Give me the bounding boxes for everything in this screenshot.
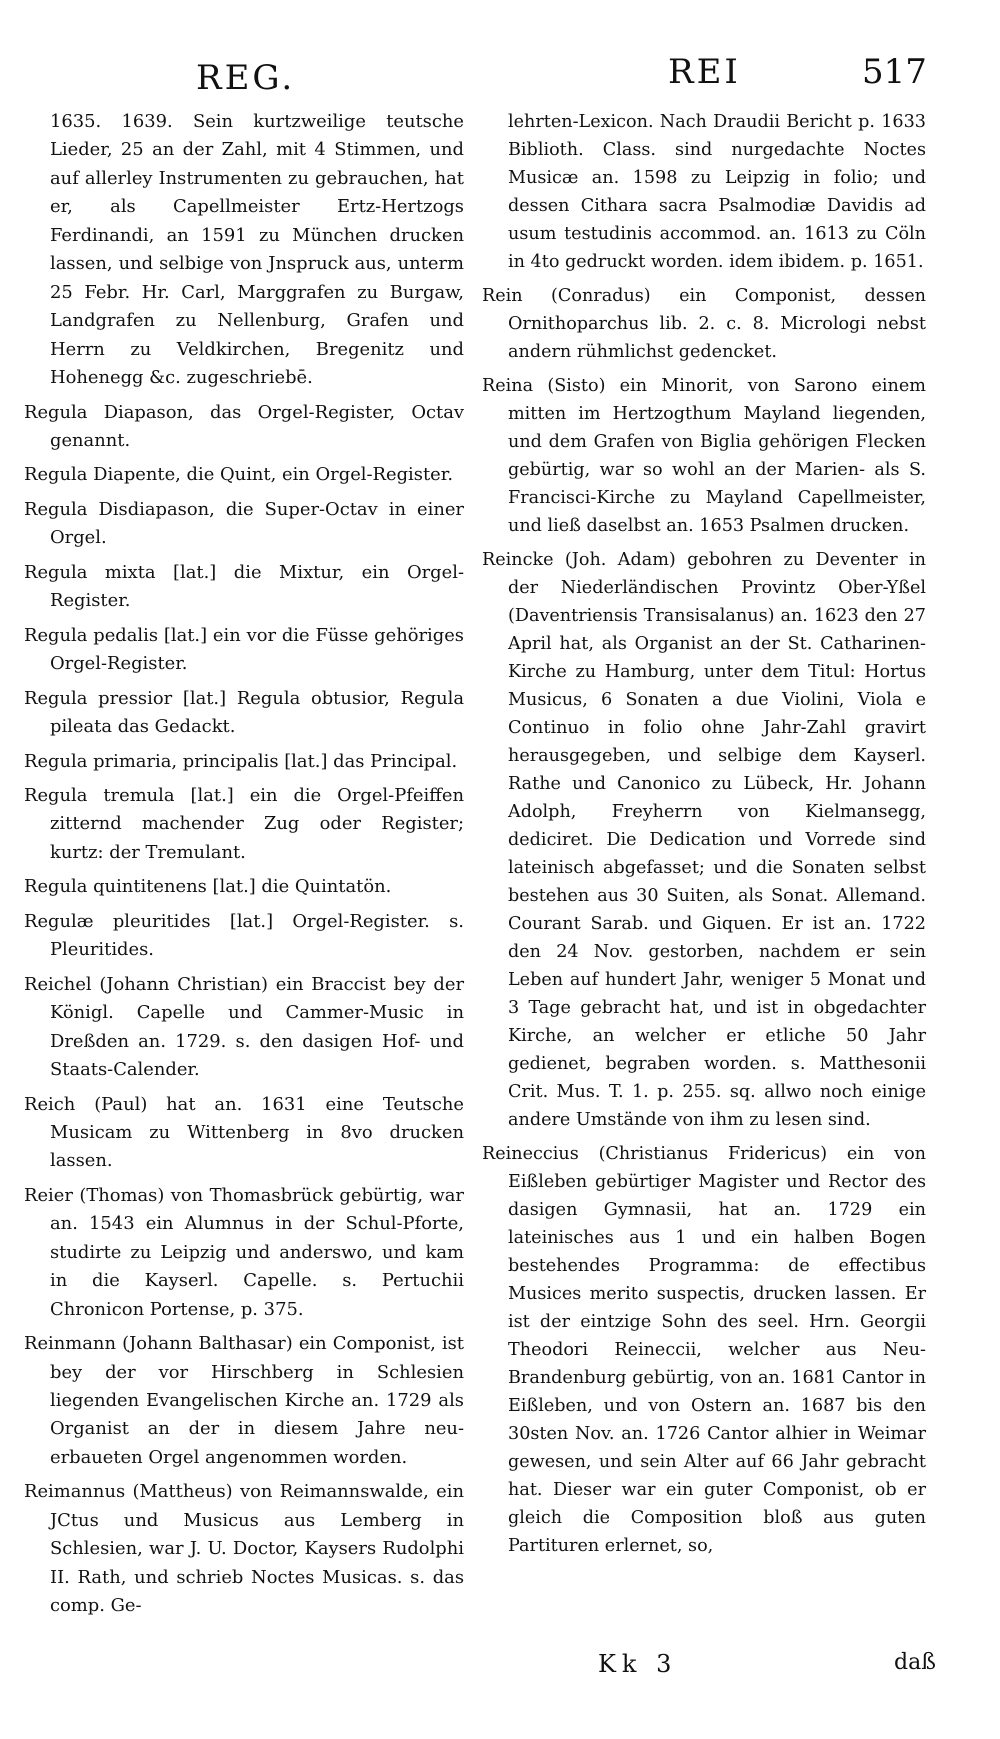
dictionary-entry: 1635. 1639. Sein kurtzweilige teutsche Lieder, 25 an der Zahl, mit 4 Stimmen, und auf allerley Instrumenten zu gebrauchen, hat er, als Capellmeister Ertz-Hertzogs Ferdinandi, an 1591 zu München drucken lassen, und selbige von Jnspruck aus, unterm 25 Febr. Hr. Carl, Marggrafen zu Burgaw, Landgrafen zu Nellenburg, Grafen und Herrn zu Veldkirchen, Bregenitz und Hohenegg &c. zugeschriebē. [50,111,464,389]
running-head-left: REG. [196,58,296,98]
running-head-center: REI [668,52,741,92]
dictionary-entry: Reier (Thomas) von Thomasbrück gebürtig, war an. 1543 ein Alumnus in der Schul-Pforte, studirte zu Leipzig und anderswo, und kam in die Kayserl. Capelle. s. Pertuchii Chronicon Portense, p. 375. [24,1184,464,1320]
signature-mark: Kk 3 [598,1650,678,1678]
left-column [24,108,464,1627]
dictionary-entry: Regula Diapason, das Orgel-Register, Octav genannt. [24,401,464,451]
dictionary-entry: Regula pressior [lat.] Regula obtusior, Regula pileata das Gedackt. [24,687,464,738]
dictionary-entry: Reimannus (Mattheus) von Reimannswalde, ein JCtus und Musicus aus Lemberg in Schlesien, war J. U. Doctor, Kaysers Rudolphi II. Rath, und schrieb Noctes Musicas. s. das comp. Ge- [24,1481,464,1617]
dictionary-entry: Reich (Paul) hat an. 1631 eine Teutsche Musicam zu Wittenberg in 8vo drucken lassen. [24,1093,464,1172]
dictionary-entry: Reinmann (Johann Balthasar) ein Componist, ist bey der vor Hirschberg in Schlesien liegenden Evangelischen Kirche an. 1729 als Organist an der in diesem Jahre neu-erbaueten Orgel angenommen worden. [24,1333,464,1468]
dictionary-entry: Regulæ pleuritides [lat.] Orgel-Register. s. Pleuritides. [24,910,464,961]
dictionary-entry: Regula primaria, principalis [lat.] das Principal. [24,750,458,772]
dictionary-entry: Regula quintitenens [lat.] die Quintatön. [24,876,392,898]
dictionary-entry: Reina (Sisto) ein Minorit, von Sarono einem mitten im Hertzogthum Mayland liegenden, und dem Grafen von Biglia gehörigen Flecken gebürtig, war so wohl an der Marien- als S. Francisci-Kirche zu Mayland Capellmeister, und ließ daselbst an. 1653 Psalmen drucken. [482,376,926,536]
dictionary-entry: Rein (Conradus) ein Componist, dessen Ornithoparchus lib. 2. c. 8. Micrologi nebst andern rühmlichst gedencket. [482,286,926,362]
dictionary-entry: lehrten-Lexicon. Nach Draudii Bericht p. 1633 Biblioth. Class. sind nurgedachte Noctes Musicæ an. 1598 zu Leipzig in folio; und dessen Cithara sacra Psalmodiæ Davidis ad usum testudinis accommod. an. 1613 zu Cöln in 4to gedruckt worden. idem ibidem. p. 1651. [508,112,926,272]
right-column [482,108,926,1566]
page-number: 517 [862,52,927,92]
dictionary-entry: Reineccius (Christianus Fridericus) ein von Eißleben gebürtiger Magister und Rector des dasigen Gymnasii, hat an. 1729 ein lateinisches aus 1 und ein halben Bogen bestehendes Programma: de effectibus Musices merito suspectis, drucken lassen. Er ist der eintzige Sohn des seel. Hrn. Georgii Theodori Reineccii, welcher aus Neu-Brandenburg gebürtig, von an. 1681 Cantor in Eißleben, und von Ostern an. 1687 bis den 30sten Nov. an. 1726 Cantor alhier in Weimar gewesen, und sein Alter auf 66 Jahr gebracht hat. Dieser war ein guter Componist, ob er gleich die Composition bloß aus guten Partituren erlernet, so, [482,1144,926,1556]
dictionary-entry: Regula pedalis [lat.] ein vor die Füsse gehöriges Orgel-Register. [24,624,464,675]
dictionary-entry: Regula tremula [lat.] ein die Orgel-Pfeiffen zitternd machender Zug oder Register; kurtz: der Tremulant. [24,784,464,863]
dictionary-entry: Regula mixta [lat.] die Mixtur, ein Orgel-Register. [24,561,464,612]
dictionary-entry: Reichel (Johann Christian) ein Braccist bey der Königl. Capelle und Cammer-Music in Dreßden an. 1729. s. den dasigen Hof- und Staats-Calender. [24,973,464,1081]
dictionary-entry: Regula Disdiapason, die Super-Octav in einer Orgel. [24,498,464,549]
catchword: daß [894,1650,936,1675]
dictionary-entry: Regula Diapente, die Quint, ein Orgel-Register. [24,464,454,486]
dictionary-entry: Reincke (Joh. Adam) gebohren zu Deventer in der Niederländischen Provintz Ober-Yßel (Daventriensis Transisalanus) an. 1623 den 27 April hat, als Organist an der St. Catharinen-Kirche zu Hamburg, unter dem Titul: Hortus Musicus, 6 Sonaten a due Violini, Viola e Continuo in folio ohne Jahr-Zahl gravirt herausgegeben, und selbige dem Kayserl. Rathe und Canonico zu Lübeck, Hr. Johann Adolph, Freyherrn von Kielmansegg, dediciret. Die Dedication und Vorrede sind lateinisch abgefasset; und die Sonaten selbst bestehen aus 30 Suiten, als Sonat. Allemand. Courant Sarab. und Giquen. Er ist an. 1722 den 24 Nov. gestorben, nachdem er sein Leben auf hundert Jahr, weniger 5 Monat und 3 Tage gebracht hat, und ist in obgedachter Kirche, an welcher er etliche 50 Jahr gedienet, begraben worden. s. Matthesonii Crit. Mus. T. 1. p. 255. sq. allwo noch einige andere Umstände von ihm zu lesen sind. [482,550,926,1130]
